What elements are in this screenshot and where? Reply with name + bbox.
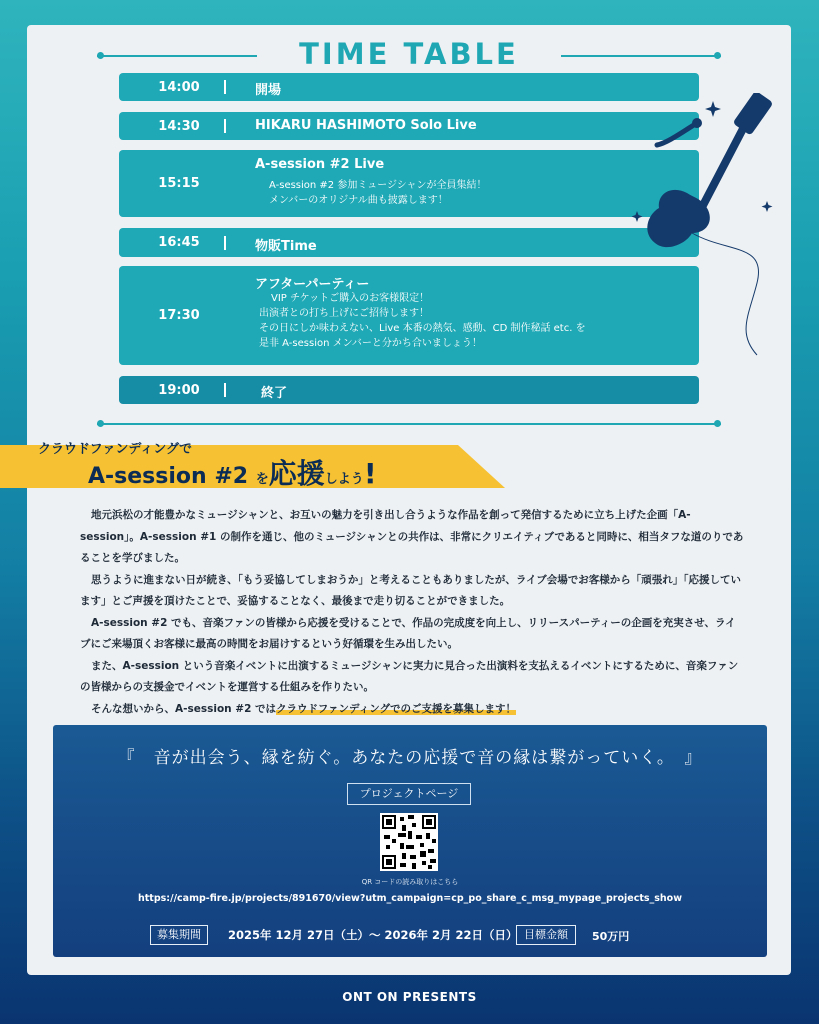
- period-label: 募集期間: [150, 925, 208, 945]
- row-label: アフターパーティー: [255, 277, 370, 292]
- qr-code[interactable]: [380, 813, 438, 871]
- crowdfunding-headline: A-session #2 を応援しよう!: [88, 457, 377, 490]
- tagline: 『 音が出会う、縁を紡ぐ。あなたの応援で音の縁は繋がっていく。 』: [117, 748, 703, 768]
- timetable-header: [97, 37, 721, 71]
- divider-dot: [714, 420, 721, 427]
- paragraph: また、A-session という音楽イベントに出演するミュージシャンに実力に見合った出演料を支払えるイベントにするために、音楽ファンの皆様からの支援金でイベントを運営する仕組みを作りたい。: [80, 659, 739, 693]
- qr-caption: QR コードの読み取りはこちら: [361, 878, 459, 886]
- paragraph: 地元浜松の才能豊かなミュージシャンと、お互いの魅力を引き出し合うような作品を創って発信するために立ち上げた企画「A-session」。A-session #1 の制作を通じ、他のミュージシャンとの共作は、非常にクリエイティブであると同時に、相当タフな道のりであることを学びました。: [80, 509, 744, 564]
- row-time: 14:30: [158, 119, 200, 134]
- timetable-row: [119, 266, 699, 365]
- row-description: VIP チケットご購入のお客様限定！ 出演者との打ち上げにご招待します！ その日にしか味わえない、Live 本番の熱気、感動、CD 制作秘話 etc. を 是非 A-session メンバーと分かち合いましょう！: [259, 293, 586, 349]
- project-url-link[interactable]: https://camp-fire.jp/projects/891670/view?utm_campaign=cp_po_share_c_msg_mypage_projects_show: [138, 893, 682, 904]
- row-time: 17:30: [158, 308, 200, 323]
- row-separator: [224, 80, 226, 94]
- row-label: 終了: [261, 386, 288, 401]
- row-label: A-session #2 Live: [255, 157, 385, 172]
- timetable-row: [119, 150, 699, 217]
- highlight-text: クラウドファンディングでのご支援を募集します！: [276, 702, 516, 715]
- divider-dot: [97, 420, 104, 427]
- goal-value: 50万円: [592, 930, 630, 943]
- project-page-button[interactable]: プロジェクトページ: [347, 783, 471, 805]
- row-separator: [224, 236, 226, 250]
- guitar-illustration: [617, 93, 807, 363]
- timetable-title: TIME TABLE: [299, 37, 519, 71]
- row-separator: [224, 383, 226, 397]
- goal-label: 目標金額: [516, 925, 576, 945]
- timetable-row: [119, 228, 699, 257]
- footer-credit: ONT ON PRESENTS: [342, 990, 477, 1004]
- row-label: 物販Time: [255, 239, 317, 254]
- paragraph: 思うように進まない日が続き、「もう妥協してしまおうか」と考えることもありましたが、ライブ会場でお客様から「頑張れ」「応援しています」とご声援を頂けたことで、妥協することなく、最後まで走り切ることができました。: [80, 573, 741, 607]
- row-label: 開場: [255, 83, 282, 98]
- timetable-row: [119, 376, 699, 404]
- row-time: 14:00: [158, 80, 200, 95]
- timetable-row: [119, 112, 699, 140]
- paragraph: そんな想いから、A-session #2 ではクラウドファンディングでのご支援を募集します！: [91, 702, 516, 715]
- period-value: 2025年 12月 27日（土）〜 2026年 2月 22日（日）: [228, 928, 518, 942]
- paragraph: A-session #2 でも、音楽ファンの皆様から応援を受けることで、作品の完成度を向上し、リリースパーティーの企画を充実させ、ライブにご来場頂くお客様に最高の時間をお届けするという好循環を生み出したい。: [80, 616, 736, 650]
- divider: [97, 423, 721, 425]
- row-label: HIKARU HASHIMOTO Solo Live: [255, 118, 477, 133]
- row-time: 19:00: [158, 383, 200, 398]
- row-time: 16:45: [158, 235, 200, 250]
- message-body: [80, 505, 745, 720]
- crowdfunding-subtitle: クラウドファンディングで: [38, 442, 193, 457]
- row-description: A-session #2 参加ミュージシャンが全員集結！ メンバーのオリジナル曲も披露します！: [269, 180, 487, 206]
- project-panel: [53, 725, 767, 957]
- timetable-row: [119, 73, 699, 101]
- row-separator: [224, 119, 226, 133]
- row-time: 15:15: [158, 176, 200, 191]
